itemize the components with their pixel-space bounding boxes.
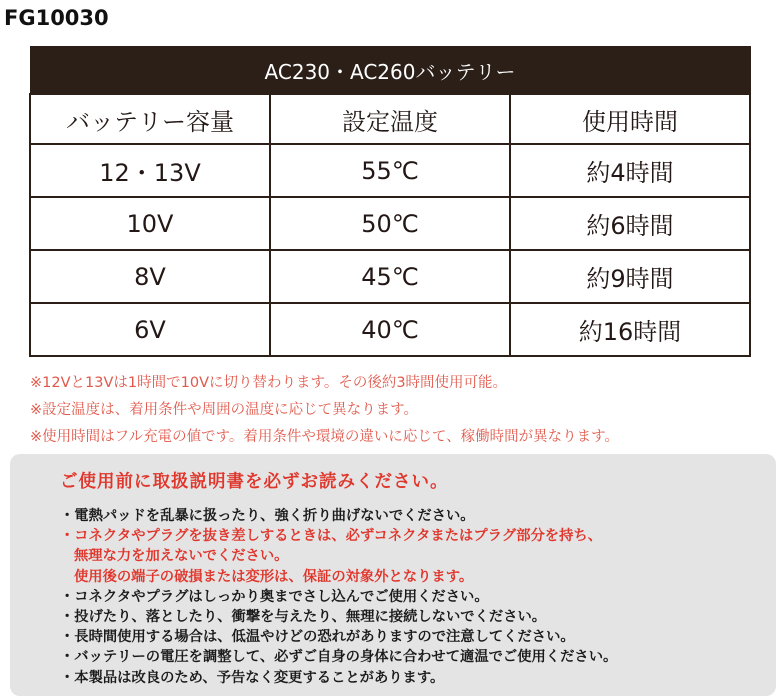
- caution-item: ・コネクタやプラグを抜き差しするときは、必ずコネクタまたはプラグ部分を持ち、: [60, 528, 602, 545]
- product-code: FG10030: [4, 6, 109, 30]
- cell-temperature: 40℃: [270, 303, 510, 356]
- caution-item: ・バッテリーの電圧を調整して、必ずご自身の身体に合わせて適温でご使用ください。: [60, 649, 618, 666]
- note-line: ※設定温度は、着用条件や周囲の温度に応じて異なります。: [30, 402, 418, 418]
- table-title-row: [30, 47, 750, 95]
- cell-capacity: 10V: [30, 197, 270, 250]
- cell-capacity: 8V: [30, 250, 270, 303]
- caution-title: ご使用前に取扱説明書を必ずお読みください。: [60, 472, 449, 492]
- cell-usage-time: 約4時間: [510, 144, 750, 197]
- table-row: [30, 250, 750, 303]
- table-title: AC230・AC260バッテリー: [30, 47, 750, 95]
- cell-usage-time: 約16時間: [510, 303, 750, 356]
- note-line: ※使用時間はフル充電の値です。着用条件や環境の違いに応じて、稼働時間が異なります。: [30, 429, 619, 445]
- header-usage-time: 使用時間: [510, 94, 750, 144]
- cell-temperature: 45℃: [270, 250, 510, 303]
- cell-temperature: 55℃: [270, 144, 510, 197]
- caution-item: 無理な力を加えないでください。: [74, 548, 289, 565]
- caution-box: [10, 454, 776, 696]
- header-temperature: 設定温度: [270, 94, 510, 144]
- table-row: [30, 303, 750, 356]
- cell-capacity: 6V: [30, 303, 270, 356]
- caution-item: ・長時間使用する場合は、低温やけどの恐れがありますので注意してください。: [60, 629, 575, 646]
- cell-capacity: 12・13V: [30, 144, 270, 197]
- table-header-row: [30, 94, 750, 144]
- header-capacity: バッテリー容量: [30, 94, 270, 144]
- caution-item: ・本製品は改良のため、予告なく変更することがあります。: [60, 669, 445, 686]
- note-line: ※12Vと13Vは1時間で10Vに切り替わります。その後約3時間使用可能。: [30, 375, 508, 391]
- notes: [30, 370, 619, 451]
- caution-item: ・電熱パッドを乱暴に扱ったり、強く折り曲げないでください。: [60, 508, 475, 524]
- caution-item: ・投げたり、落としたり、衝撃を与えたり、無理に接続しないでください。: [60, 609, 547, 626]
- cell-usage-time: 約6時間: [510, 197, 750, 250]
- cell-usage-time: 約9時間: [510, 250, 750, 303]
- caution-item: 使用後の端子の破損または変形は、保証の対象外となります。: [74, 568, 474, 585]
- cell-temperature: 50℃: [270, 197, 510, 250]
- battery-spec-table: [29, 46, 751, 357]
- table-row: [30, 144, 750, 197]
- caution-item: ・コネクタやプラグはしっかり奥までさし込んでご使用ください。: [60, 588, 489, 605]
- table-row: [30, 197, 750, 250]
- caution-list: [60, 506, 617, 688]
